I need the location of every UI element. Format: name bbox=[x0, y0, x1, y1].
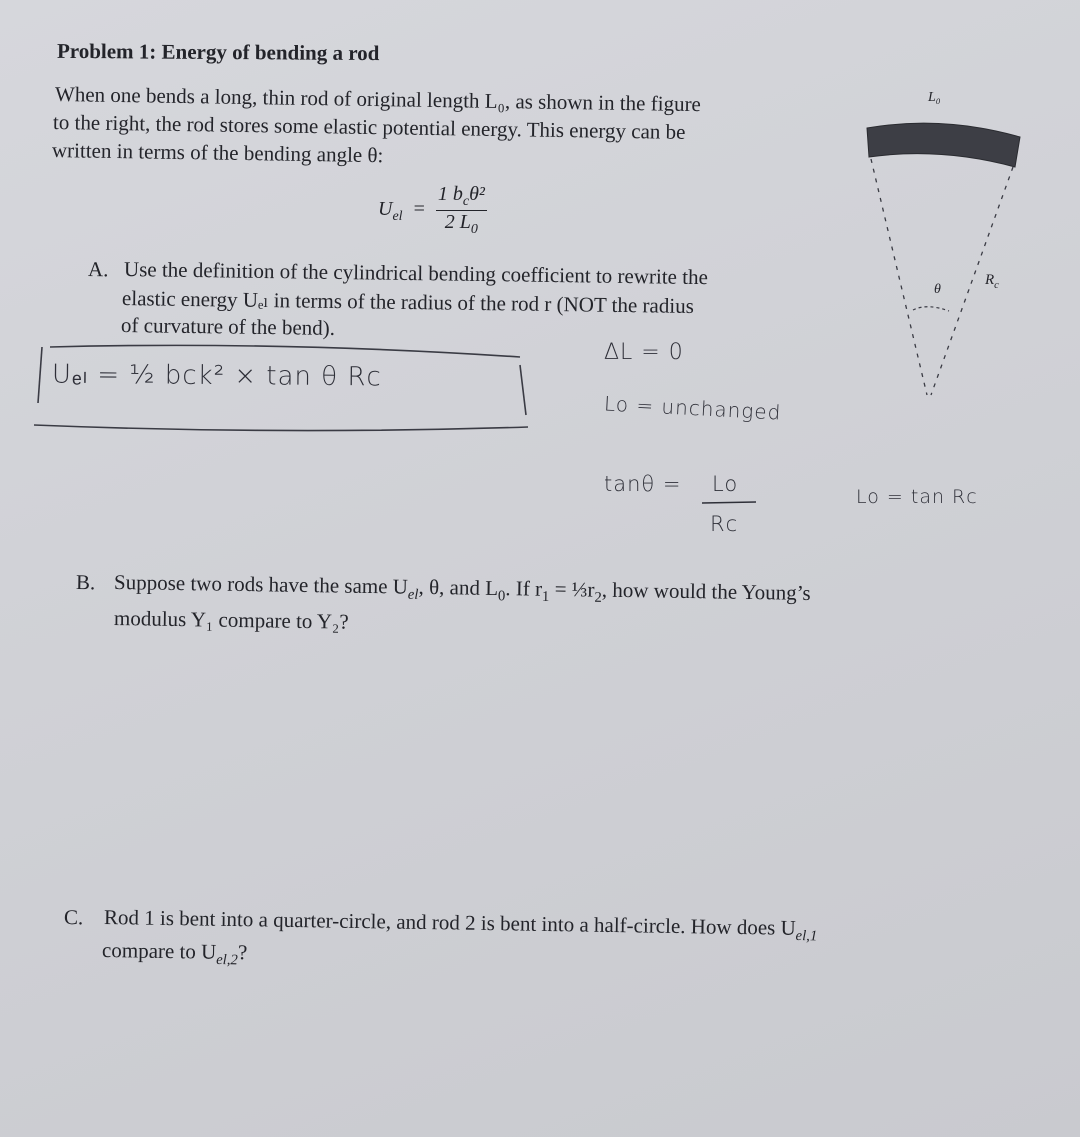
radius-line-left bbox=[871, 159, 927, 395]
intro-line-2: to the right, the rod stores some elastic potential energy. This energy can be bbox=[52, 110, 686, 144]
part-a-label: A. bbox=[87, 257, 109, 282]
figure-length-label: L₀ bbox=[928, 90, 941, 105]
part-b-line-2: modulus Y₁ compare to Y₂? bbox=[113, 606, 349, 634]
part-b-line-1: Suppose two rods have the same $U_{el}$, θ, and $L_0$. If $r_1$ = $\frac{1}{3}r_2$, how would the Young’s bbox=[113, 570, 811, 606]
handwritten-delta-l: ΔL = 0 bbox=[604, 340, 684, 365]
handwritten-answer: Uₑₗ = ½ bck² × tan θ Rc bbox=[51, 359, 382, 393]
equation-equals: = bbox=[413, 198, 425, 221]
part-c-line-1: Rod 1 is bent into a quarter-circle, and rod 2 is bent into a half-circle. How does $U_{el,1}$ bbox=[103, 905, 818, 945]
intro-line-1: When one bends a long, thin rod of original length L₀, as shown in the figure bbox=[54, 82, 702, 117]
radius-line-right bbox=[931, 167, 1013, 395]
angle-arc bbox=[913, 307, 949, 311]
part-a-line-3: of curvature of the bend). bbox=[120, 313, 336, 340]
figure-angle-label: θ bbox=[934, 282, 941, 297]
handwritten-tan-lhs: tanθ = bbox=[604, 472, 682, 496]
problem-title: Problem 1: Energy of bending a rod bbox=[56, 38, 380, 66]
bent-rod-figure bbox=[855, 85, 1045, 405]
part-a-line-1: Use the definition of the cylindrical bending coefficient to rewrite the bbox=[123, 257, 709, 290]
energy-equation bbox=[378, 183, 487, 238]
equation-lhs: $U_{el}$ bbox=[378, 198, 403, 225]
figure-radius-label: $R_c$ bbox=[985, 272, 999, 291]
part-b-label: B. bbox=[75, 570, 96, 595]
handwritten-lo-unchanged: Lo = unchanged bbox=[603, 391, 782, 425]
handwritten-tan-denominator: Rc bbox=[710, 512, 739, 536]
part-c-line-2: compare to $U_{el,2}$? bbox=[101, 938, 248, 969]
bent-rod-shape bbox=[867, 123, 1020, 167]
equation-fraction: $\frac{1 b_c\theta^2}{2 L_0}$ bbox=[437, 183, 485, 237]
handwritten-tan-numerator: Lo bbox=[712, 472, 739, 496]
intro-line-3: written in terms of the bending angle θ: bbox=[51, 138, 384, 168]
handwritten-lo-tan: Lo = tan Rc bbox=[856, 486, 978, 508]
part-a-line-2: elastic energy Uₑₗ in terms of the radius of the rod r (NOT the radius bbox=[121, 286, 695, 318]
part-c-label: C. bbox=[63, 905, 84, 930]
handwritten-fraction-bar bbox=[700, 500, 760, 506]
